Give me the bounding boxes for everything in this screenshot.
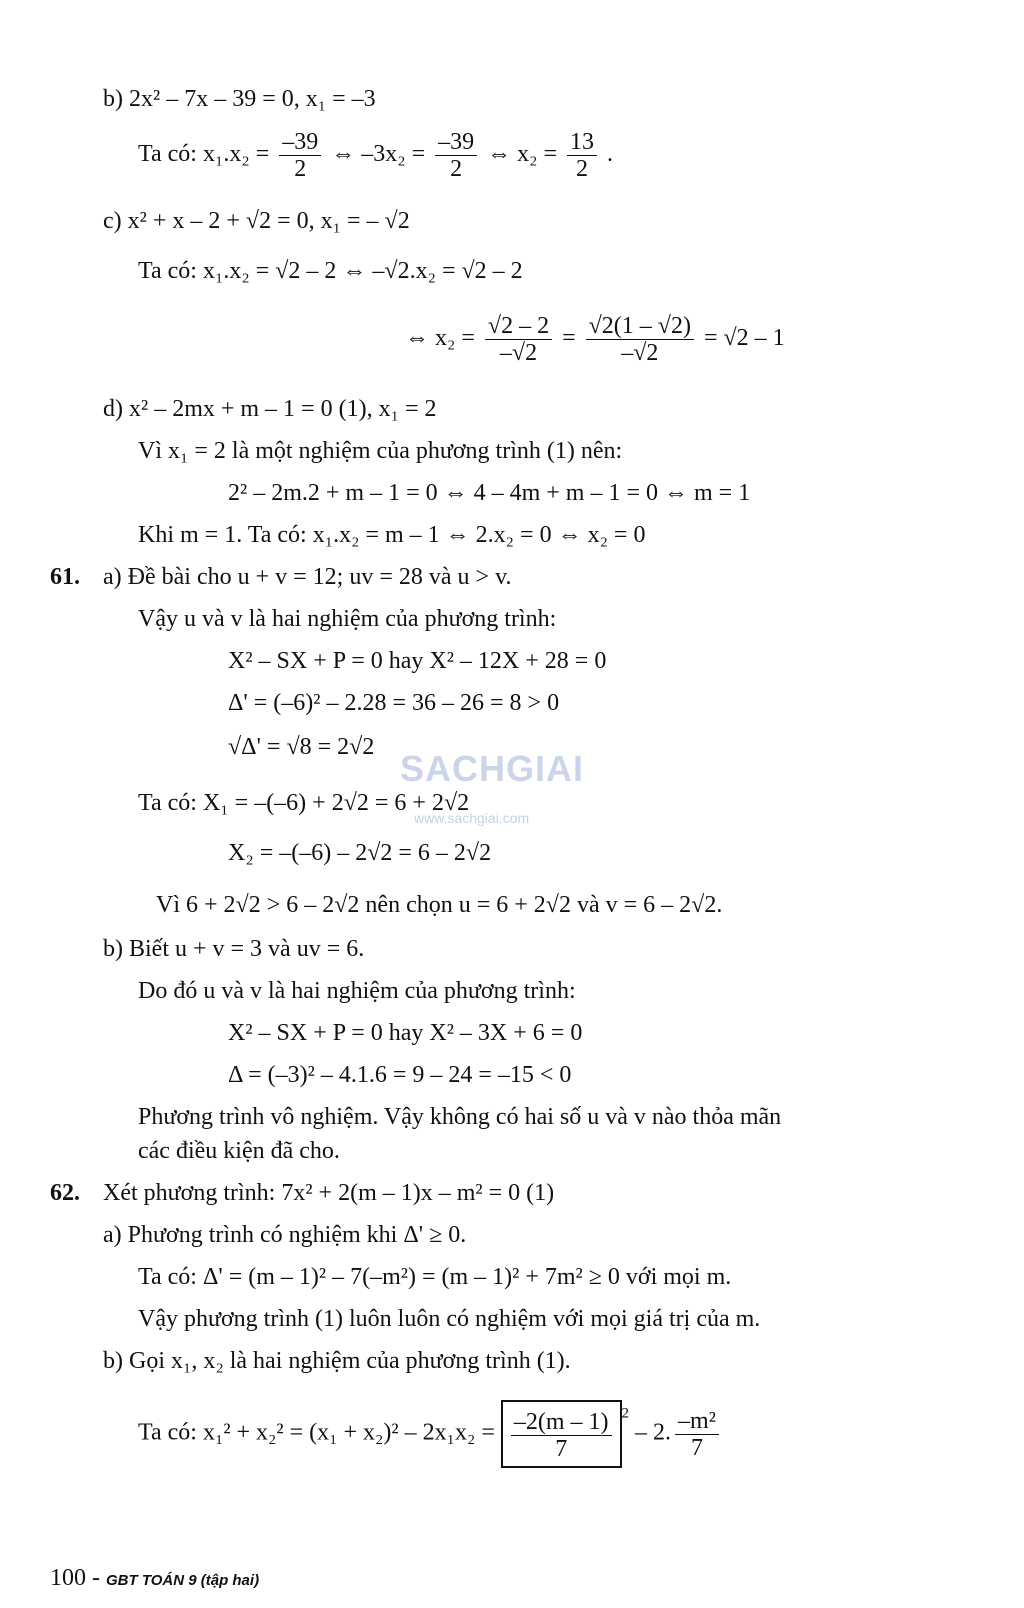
- text: Ta có: x₁² + x₂² = (x₁ + x₂)² – 2x₁x₂ =: [138, 1419, 495, 1446]
- text: ⇔ –3x₂ =: [331, 141, 426, 167]
- watermark-logo: SACHGIAI: [400, 748, 585, 789]
- line-d-equation: d) x² – 2mx + m – 1 = 0 (1), x₁ = 2: [103, 396, 437, 422]
- line-61a-delta: Δ' = (–6)² – 2.28 = 36 – 26 = 8 > 0: [228, 690, 560, 716]
- text: Ta có: x₁.x₂ =: [138, 141, 270, 167]
- numerator: 13: [567, 129, 597, 156]
- bracket: [501, 1400, 622, 1468]
- fraction: [435, 129, 477, 182]
- fraction: [279, 129, 321, 182]
- line-61a-roots: Vậy u và v là hai nghiệm của phương trình:: [138, 606, 557, 632]
- line-c-solve: [405, 306, 785, 370]
- denominator: 2: [450, 155, 463, 182]
- fraction: [511, 1409, 612, 1462]
- line-61a-sqrt-delta: √Δ' = √8 = 2√2: [228, 734, 375, 760]
- page-number: 100 -: [50, 1565, 100, 1591]
- numerator: –2(m – 1): [511, 1409, 612, 1436]
- text: =: [562, 325, 576, 351]
- line-d-result: Khi m = 1. Ta có: x₁.x₂ = m – 1 ⇔ 2.x₂ = 0 ⇔ x₂ = 0: [138, 522, 646, 548]
- page-footer: [50, 1565, 259, 1592]
- text: ⇔ x₂ =: [487, 141, 558, 167]
- book-title: GBT TOÁN 9 (tập hai): [106, 1572, 260, 1589]
- text: ⇔ x₂ =: [405, 325, 475, 351]
- denominator: –√2: [499, 339, 538, 366]
- line-b-equation: b) 2x² – 7x – 39 = 0, x₁ = –3: [103, 86, 376, 112]
- line-b-vieta: [138, 124, 613, 184]
- numerator: √2(1 – √2): [586, 313, 694, 340]
- denominator: –√2: [621, 339, 659, 366]
- fraction: [675, 1408, 719, 1461]
- line-61b-roots: Do đó u và v là hai nghiệm của phương trình:: [138, 978, 576, 1004]
- exercise-61-number: 61.: [50, 564, 80, 590]
- line-61a-x2: X₂ = –(–6) – 2√2 = 6 – 2√2: [228, 840, 492, 866]
- numerator: –m²: [675, 1408, 719, 1435]
- line-61b-delta: Δ = (–3)² – 4.1.6 = 9 – 24 = –15 < 0: [228, 1062, 572, 1088]
- line-61b-conclusion-cont: các điều kiện đã cho.: [138, 1138, 340, 1164]
- line-61a-choose: Vì 6 + 2√2 > 6 – 2√2 nên chọn u = 6 + 2√2 và v = 6 – 2√2.: [156, 892, 723, 918]
- denominator: 7: [690, 1434, 703, 1461]
- line-62a-delta: Ta có: Δ' = (m – 1)² – 7(–m²) = (m – 1)² + 7m² ≥ 0 với mọi m.: [138, 1264, 732, 1290]
- watermark-url: www.sachgiai.com: [414, 810, 530, 826]
- line-62b-roots: b) Gọi x₁, x₂ là hai nghiệm của phương trình (1).: [103, 1348, 571, 1374]
- numerator: √2 – 2: [485, 313, 552, 340]
- line-61b-conclusion: Phương trình vô nghiệm. Vậy không có hai số u và v nào thỏa mãn: [138, 1104, 782, 1130]
- line-61a-x1: Ta có: X₁ = –(–6) + 2√2 = 6 + 2√2: [138, 790, 470, 816]
- text: .: [607, 141, 614, 167]
- line-61a-given: a) Đề bài cho u + v = 12; uv = 28 và u > v.: [103, 564, 512, 590]
- line-c-vieta: Ta có: x₁.x₂ = √2 – 2 ⇔ –√2.x₂ = √2 – 2: [138, 258, 523, 284]
- line-62a-conclusion: Vậy phương trình (1) luôn luôn có nghiệm với mọi giá trị của m.: [138, 1306, 761, 1332]
- line-c-equation: c) x² + x – 2 + √2 = 0, x₁ = – √2: [103, 208, 410, 234]
- line-61b-given: b) Biết u + v = 3 và uv = 6.: [103, 936, 365, 962]
- line-61a-equation: X² – SX + P = 0 hay X² – 12X + 28 = 0: [228, 648, 607, 674]
- line-62-equation: Xét phương trình: 7x² + 2(m – 1)x – m² = 0 (1): [103, 1180, 555, 1206]
- exponent: 2: [621, 1405, 630, 1422]
- fraction: [485, 313, 552, 366]
- denominator: 2: [294, 155, 307, 182]
- denominator: 7: [555, 1435, 568, 1462]
- fraction: [586, 313, 694, 366]
- fraction: [567, 129, 597, 182]
- text: – 2.: [635, 1419, 672, 1446]
- line-62b-sum-squares: [138, 1400, 723, 1468]
- text: = √2 – 1: [703, 325, 785, 351]
- line-62a-condition: a) Phương trình có nghiệm khi Δ' ≥ 0.: [103, 1222, 467, 1248]
- numerator: –39: [435, 129, 477, 156]
- line-d-reason: Vì x₁ = 2 là một nghiệm của phương trình (1) nên:: [138, 438, 623, 464]
- denominator: 2: [576, 155, 589, 182]
- exercise-62-number: 62.: [50, 1180, 80, 1206]
- numerator: –39: [279, 129, 321, 156]
- line-61b-equation: X² – SX + P = 0 hay X² – 3X + 6 = 0: [228, 1020, 583, 1046]
- line-d-substitute: 2² – 2m.2 + m – 1 = 0 ⇔ 4 – 4m + m – 1 = 0 ⇔ m = 1: [228, 480, 751, 506]
